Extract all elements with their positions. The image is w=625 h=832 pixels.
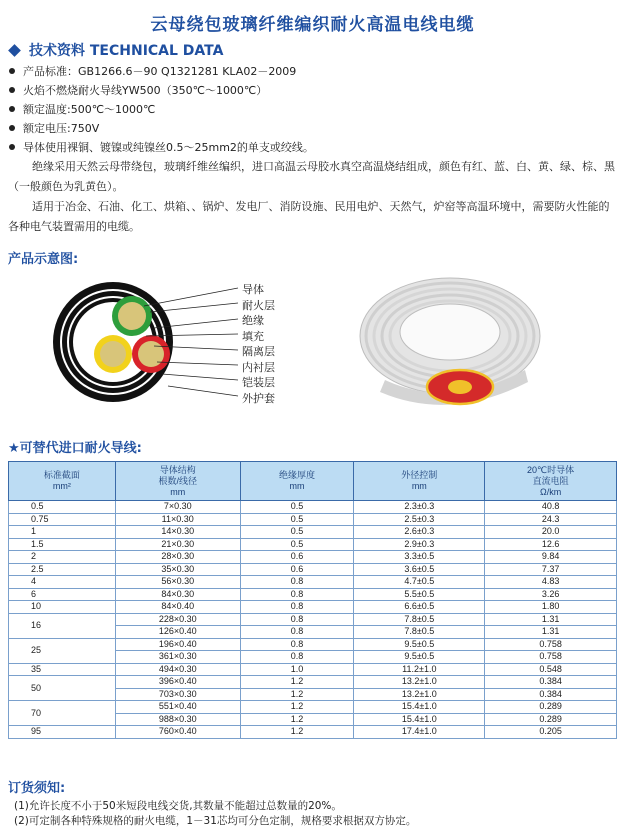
cell-diameter: 6.6±0.5 xyxy=(354,601,485,614)
cell-resistance: 40.8 xyxy=(485,501,617,514)
cell-insulation: 0.8 xyxy=(240,588,354,601)
table-header-row xyxy=(9,462,617,501)
cell-resistance: 12.6 xyxy=(485,538,617,551)
cell-resistance: 9.84 xyxy=(485,551,617,564)
cell-area: 0.5 xyxy=(9,501,116,514)
cell-resistance: 1.31 xyxy=(485,626,617,639)
cell-resistance: 7.37 xyxy=(485,563,617,576)
cell-insulation: 1.2 xyxy=(240,688,354,701)
header-insulation: 绝缘厚度 mm xyxy=(240,462,354,501)
header-diameter: 外径控制 mm xyxy=(354,462,485,501)
cell-insulation: 1.2 xyxy=(240,701,354,714)
cell-area: 35 xyxy=(9,663,116,676)
cell-structure: 551×0.40 xyxy=(115,701,240,714)
cell-structure: 28×0.30 xyxy=(115,551,240,564)
spec-item: 产品标准：GB1266.6－90 Q1321281 KLA02－2009 xyxy=(8,62,618,81)
cell-resistance: 0.205 xyxy=(485,726,617,739)
bullet-icon xyxy=(9,125,15,131)
diagram-labels xyxy=(242,282,275,406)
cell-structure: 396×0.40 xyxy=(115,676,240,689)
cell-resistance: 0.758 xyxy=(485,651,617,664)
cable-cross-section-diagram xyxy=(50,270,350,420)
order-notes xyxy=(14,799,416,829)
cell-diameter: 7.8±0.5 xyxy=(354,613,485,626)
table-row xyxy=(9,613,617,626)
cell-insulation: 0.6 xyxy=(240,551,354,564)
cell-diameter: 2.3±0.3 xyxy=(354,501,485,514)
cell-resistance: 24.3 xyxy=(485,513,617,526)
cell-resistance: 1.31 xyxy=(485,613,617,626)
cell-diameter: 13.2±1.0 xyxy=(354,688,485,701)
label-inner-liner: 内衬层 xyxy=(242,360,275,374)
table-row xyxy=(9,588,617,601)
table-row xyxy=(9,638,617,651)
cell-diameter: 2.6±0.3 xyxy=(354,526,485,539)
cell-diameter: 9.5±0.5 xyxy=(354,638,485,651)
cell-diameter: 2.9±0.3 xyxy=(354,538,485,551)
cell-diameter: 3.6±0.5 xyxy=(354,563,485,576)
bullet-icon xyxy=(9,68,15,74)
cell-area: 0.75 xyxy=(9,513,116,526)
bullet-icon xyxy=(9,144,15,150)
cell-area: 1 xyxy=(9,526,116,539)
header-area: 标准截面 mm² xyxy=(9,462,116,501)
diamond-icon xyxy=(8,44,21,57)
cell-diameter: 2.5±0.3 xyxy=(354,513,485,526)
cell-area: 10 xyxy=(9,601,116,614)
table-row xyxy=(9,676,617,689)
table-row xyxy=(9,501,617,514)
cell-area: 25 xyxy=(9,638,116,663)
table-row xyxy=(9,726,617,739)
cable-spec-table xyxy=(8,461,617,739)
cell-structure: 988×0.30 xyxy=(115,713,240,726)
order-note: (2)可定制各种特殊规格的耐火电缆，1－31芯均可分色定制，规格要求根据双方协定。 xyxy=(14,815,417,827)
cell-resistance: 0.289 xyxy=(485,701,617,714)
cell-structure: 84×0.30 xyxy=(115,588,240,601)
cell-insulation: 0.5 xyxy=(240,526,354,539)
cell-diameter: 13.2±1.0 xyxy=(354,676,485,689)
cell-area: 50 xyxy=(9,676,116,701)
cell-resistance: 4.83 xyxy=(485,576,617,589)
table-row xyxy=(9,538,617,551)
table-row xyxy=(9,551,617,564)
cell-insulation: 0.8 xyxy=(240,613,354,626)
cell-diameter: 4.7±0.5 xyxy=(354,576,485,589)
page-title: 云母绕包玻璃纤维编织耐火高温电线电缆 xyxy=(150,15,475,35)
spec-item: 导体使用裸铜、镀镍或纯镍丝0.5～25mm2的单支或绞线。 xyxy=(8,138,618,157)
bullet-icon xyxy=(9,106,15,112)
cell-structure: 7×0.30 xyxy=(115,501,240,514)
cell-insulation: 1.2 xyxy=(240,676,354,689)
cell-structure: 703×0.30 xyxy=(115,688,240,701)
cell-insulation: 1.2 xyxy=(240,726,354,739)
cell-resistance: 3.26 xyxy=(485,588,617,601)
cell-diameter: 15.4±1.0 xyxy=(354,701,485,714)
cell-insulation: 1.2 xyxy=(240,713,354,726)
cell-insulation: 0.5 xyxy=(240,513,354,526)
cell-structure: 228×0.30 xyxy=(115,613,240,626)
cell-area: 2.5 xyxy=(9,563,116,576)
cell-area: 4 xyxy=(9,576,116,589)
cell-diameter: 11.2±1.0 xyxy=(354,663,485,676)
label-insulation: 绝缘 xyxy=(242,314,264,327)
cell-diameter: 5.5±0.5 xyxy=(354,588,485,601)
spec-item: 额定电压:750V xyxy=(8,119,618,138)
header-resistance: 20℃时导体 直流电阻 Ω/km xyxy=(485,462,617,501)
table-row xyxy=(9,563,617,576)
cell-insulation: 0.6 xyxy=(240,563,354,576)
cell-diameter: 7.8±0.5 xyxy=(354,626,485,639)
cell-structure: 56×0.30 xyxy=(115,576,240,589)
label-separator: 隔离层 xyxy=(242,345,275,358)
order-heading: 订货须知: xyxy=(8,781,66,796)
cell-area: 2 xyxy=(9,551,116,564)
header-structure: 导体结构 根数/线径 mm xyxy=(115,462,240,501)
cell-structure: 494×0.30 xyxy=(115,663,240,676)
cell-insulation: 0.8 xyxy=(240,651,354,664)
bullet-icon xyxy=(9,87,15,93)
order-note: (1)允许长度不小于50米短段电线交货,其数量不能超过总数量的20%。 xyxy=(14,800,342,812)
cell-structure: 14×0.30 xyxy=(115,526,240,539)
cell-diameter: 3.3±0.5 xyxy=(354,551,485,564)
cell-structure: 760×0.40 xyxy=(115,726,240,739)
table-row xyxy=(9,526,617,539)
cell-structure: 84×0.40 xyxy=(115,601,240,614)
cell-resistance: 0.758 xyxy=(485,638,617,651)
table-row xyxy=(9,513,617,526)
table-heading: ★可替代进口耐火导线: xyxy=(8,441,142,456)
cell-resistance: 0.289 xyxy=(485,713,617,726)
cell-structure: 196×0.40 xyxy=(115,638,240,651)
cell-area: 16 xyxy=(9,613,116,638)
cell-area: 70 xyxy=(9,701,116,726)
cell-insulation: 0.8 xyxy=(240,638,354,651)
cell-resistance: 0.384 xyxy=(485,688,617,701)
cell-insulation: 0.8 xyxy=(240,576,354,589)
cell-area: 95 xyxy=(9,726,116,739)
cell-resistance: 20.0 xyxy=(485,526,617,539)
label-filler: 填充 xyxy=(242,329,264,343)
tech-heading: 技术资料 TECHNICAL DATA xyxy=(8,40,223,60)
label-outer-sheath: 外护套 xyxy=(242,391,275,405)
cell-resistance: 0.548 xyxy=(485,663,617,676)
cell-diameter: 15.4±1.0 xyxy=(354,713,485,726)
cell-area: 6 xyxy=(9,588,116,601)
cell-insulation: 0.5 xyxy=(240,501,354,514)
cell-structure: 35×0.30 xyxy=(115,563,240,576)
insulation-paragraph: 绝缘采用天然云母带绕包，玻璃纤维丝编织，进口高温云母胶水真空高温烧结组成，颜色有红、蓝、白、黄、绿、棕、黑（一般颜色为乳黄色）。 xyxy=(8,160,615,193)
cell-structure: 361×0.30 xyxy=(115,651,240,664)
cell-resistance: 1.80 xyxy=(485,601,617,614)
label-fire-layer: 耐火层 xyxy=(242,298,275,312)
label-conductor: 导体 xyxy=(242,283,264,296)
cell-area: 1.5 xyxy=(9,538,116,551)
spec-item: 火焰不燃烧耐火导线YW500（350℃～1000℃） xyxy=(8,81,618,100)
cell-diameter: 17.4±1.0 xyxy=(354,726,485,739)
cell-insulation: 0.5 xyxy=(240,538,354,551)
cell-insulation: 0.8 xyxy=(240,626,354,639)
diagram-heading: 产品示意图: xyxy=(8,252,79,267)
label-armor: 铠装层 xyxy=(242,376,275,389)
cell-resistance: 0.384 xyxy=(485,676,617,689)
cell-diameter: 9.5±0.5 xyxy=(354,651,485,664)
cable-coil-photo xyxy=(350,270,550,420)
application-paragraph: 适用于冶金、石油、化工、烘箱、、锅炉、发电厂、消防设施、民用电炉、天然气，炉窑等高温环境中，需要防火性能的各种电气装置需用的电缆。 xyxy=(8,200,610,233)
table-row xyxy=(9,576,617,589)
table-row xyxy=(9,663,617,676)
cell-insulation: 0.8 xyxy=(240,601,354,614)
spec-list xyxy=(8,62,618,237)
cell-structure: 11×0.30 xyxy=(115,513,240,526)
cell-insulation: 1.0 xyxy=(240,663,354,676)
cell-structure: 126×0.40 xyxy=(115,626,240,639)
spec-item: 额定温度:500℃～1000℃ xyxy=(8,100,618,119)
cell-structure: 21×0.30 xyxy=(115,538,240,551)
table-row xyxy=(9,601,617,614)
table-row xyxy=(9,701,617,714)
